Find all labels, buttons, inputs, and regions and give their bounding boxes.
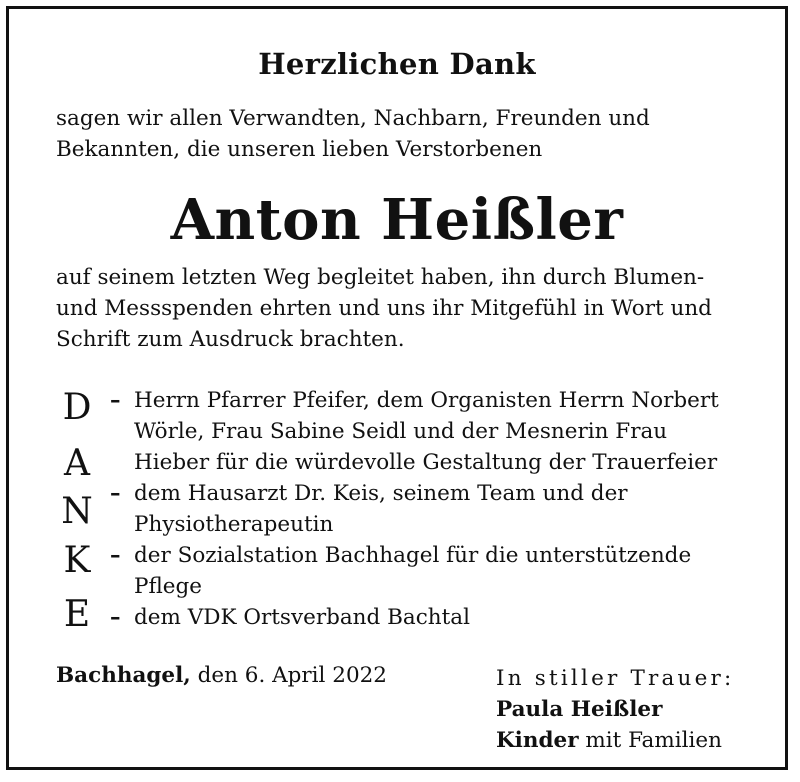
place-name: Bachhagel,: [56, 663, 191, 688]
signature-block: [496, 663, 734, 756]
thanks-entry: [134, 385, 774, 478]
entry-line: Wörle, Frau Sabine Seidl und der Mesnerin Frau: [134, 419, 668, 444]
entry-line: Hieber für die würdevolle Gestaltung der Trauerfeier: [134, 450, 718, 475]
entry-line: Herrn Pfarrer Pfeifer, dem Organisten Herrn Norbert: [134, 388, 719, 413]
entry-line: dem VDK Ortsverband Bachtal: [134, 605, 470, 630]
body-paragraph: [56, 262, 766, 355]
thanks-entry: [134, 478, 774, 540]
entry-line: der Sozialstation Bachhagel für die unterstützende: [134, 543, 692, 568]
signer-family: [496, 725, 734, 756]
entry-dash: –: [110, 542, 121, 567]
body-line: auf seinem letzten Weg begleitet haben, ihn durch Blumen-: [56, 265, 705, 290]
entry-line: Pflege: [134, 574, 203, 599]
signer-family-rest: mit Familien: [578, 728, 722, 753]
intro-line: sagen wir allen Verwandten, Nachbarn, Freunden und: [56, 106, 650, 131]
entry-line: Physiotherapeutin: [134, 512, 334, 537]
entry-dash: –: [110, 604, 121, 629]
body-line: Schrift zum Ausdruck brachten.: [56, 327, 405, 352]
date-text: den 6. April 2022: [190, 663, 387, 688]
body-line: und Messspenden ehrten und uns ihr Mitgefühl in Wort und: [56, 296, 712, 321]
obituary-notice: [6, 6, 788, 770]
intro-paragraph: [56, 103, 766, 165]
thanks-entry: [134, 540, 774, 602]
danke-letter-a: A: [64, 443, 90, 484]
intro-line: Bekannten, die unseren lieben Verstorbenen: [56, 137, 543, 162]
mourning-label: In stiller Trauer:: [496, 666, 735, 691]
thanks-entry: [134, 602, 774, 633]
danke-letter-k: K: [63, 540, 91, 581]
danke-letter-e: E: [63, 594, 91, 635]
entry-dash: –: [110, 480, 121, 505]
notice-title: Herzlichen Dank: [258, 47, 536, 81]
deceased-name: Anton Heißler: [170, 187, 624, 253]
danke-letter-n: N: [61, 491, 93, 532]
signer-family-bold: Kinder: [496, 728, 579, 753]
signer-name: Paula Heißler: [496, 697, 663, 722]
place-date: [56, 663, 387, 688]
danke-letter-d: D: [62, 387, 92, 428]
entry-line: dem Hausarzt Dr. Keis, seinem Team und der: [134, 481, 628, 506]
entry-dash: –: [110, 387, 121, 412]
